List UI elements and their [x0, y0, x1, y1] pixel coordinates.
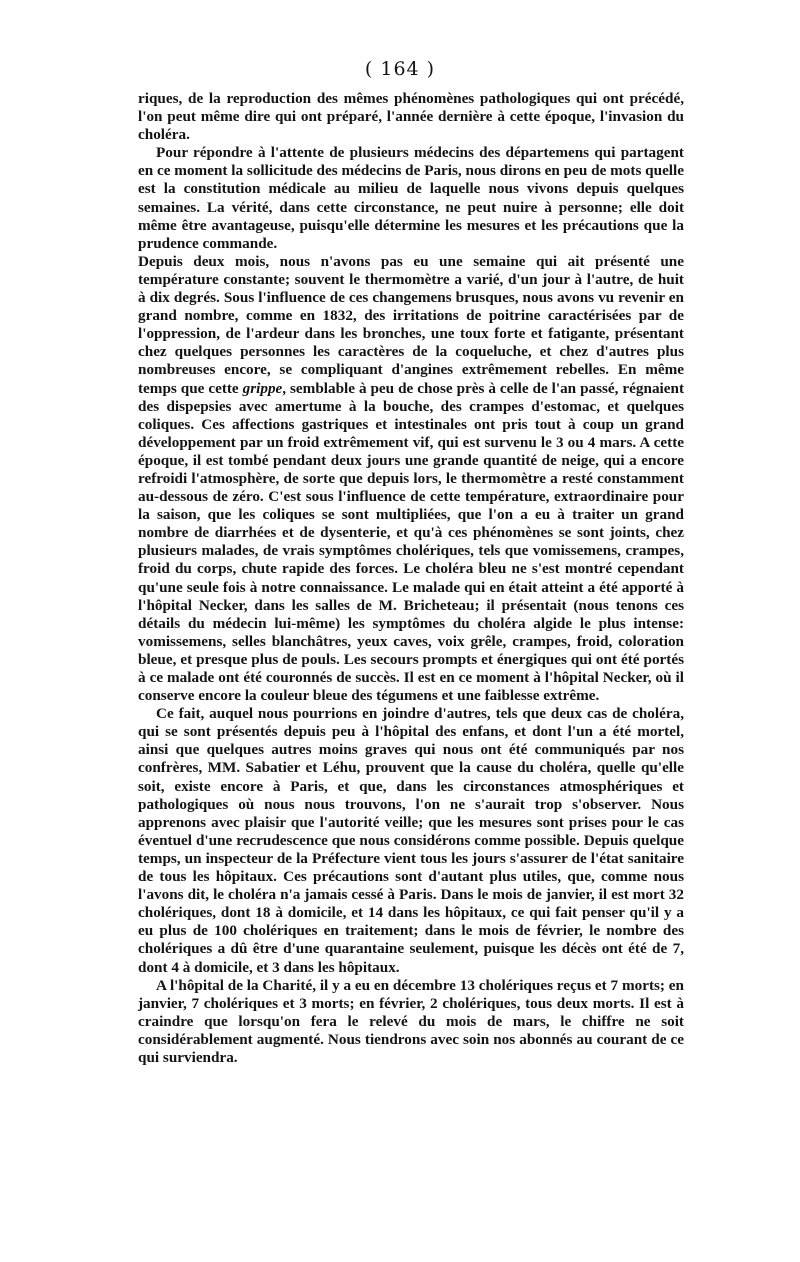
paragraph-4: Ce fait, auquel nous pourrions en joindre d'autres, tels que deux cas de choléra, qui se sont présentés depuis peu à l'hôpital des enfans, et dont l'un a été mortel, ainsi que quelques autres moins graves qui nous ont été communiqués par nos confrères, MM. Sabatier et Léhu, prouvent que la cause du choléra, quelle qu'elle soit, existe encore à Paris, et que, dans les circonstances atmosphériques et pathologiques où nous nous trouvons, l'on ne s'aurait trop s'observer. Nous apprenons avec plaisir que l'autorité veille; que les mesures sont prises pour le cas éventuel d'une recrudescence que nous considérons comme possible. Depuis quelque temps, un inspecteur de la Préfecture vient tous les jours s'assurer de l'état sanitaire de tous les hôpitaux. Ces précautions sont d'autant plus utiles, que, comme nous l'avons dit, le choléra n'a jamais cessé à Paris. Dans le mois de janvier, il est mort 32 cholériques, dont 18 à domicile, et 14 dans les hôpitaux, ce qui fait penser qu'il y a eu plus de 100 cholériques en traitement; dans le mois de février, le nombre des cholériques a dû être d'une quarantaine seulement, puisque les décès ont été de 7, dont 4 à domicile, et 3 dans les hôpitaux. — [138, 705, 684, 976]
paragraph-3 — [138, 253, 684, 705]
page-number: ( 164 ) — [364, 58, 436, 80]
body-text — [138, 90, 684, 1067]
paragraph-3-italic-word: grippe — [242, 379, 283, 397]
paragraph-3-text-end: , semblable à peu de chose près à celle de l'an passé, régnaient des dispepsies avec amertume à la bouche, des crampes d'estomac, et quelques coliques. Ces affections gastriques et intestinales ont pris tout à coup un grand développement par un froid extrêmement vif, qui est survenu le 3 ou 4 mars. A cette époque, il est tombé pendant deux jours une grande quantité de neige, qui a encore refroidi l'atmosphère, de sorte que depuis lors, le thermomètre a resté constamment au-dessous de zéro. C'est sous l'influence de cette température, extraordinaire pour la saison, que les coliques se sont multipliées, que l'on a eu à traiter un grand nombre de diarrhées et de dysenterie, et qu'à ces phénomènes se sont joints, chez plusieurs malades, de vrais symptômes cholériques, tels que vomissemens, crampes, froid du corps, chute rapide des forces. Le choléra bleu ne s'est montré cependant qu'une seule fois à notre connaissance. Le malade qui en était atteint a été apporté à l'hôpital Necker, dans les salles de M. Bricheteau; il présentait (nous tenons ces détails du médecin lui-même) les symptômes du choléra algide le plus intense: vomissemens, selles blanchâtres, yeux caves, voix grêle, crampes, froid, coloration bleue, et presque plus de pouls. Les secours prompts et énergiques qui ont été portés à ce malade ont été couronnés de succès. Il est en ce moment à l'hôpital Necker, où il conserve encore la couleur bleue des tégumens et une faiblesse extrême. — [138, 379, 684, 705]
paragraph-3-text-start: Depuis deux mois, nous n'avons pas eu une semaine qui ait présenté une température constante; souvent le thermomètre a varié, d'un jour à l'autre, de huit à dix degrés. Sous l'influence de ces changemens brusques, nous avons vu revenir en grand nombre, comme en 1832, des irritations de poitrine caractérisées par de l'oppression, de l'ardeur dans les bronches, une toux forte et fatigante, présentant chez quelques personnes les caractères de la coqueluche, et chez d'autres plus nombreuses encore, se compliquant d'angines extrêmement rebelles. En même temps que cette — [138, 252, 684, 397]
paragraph-5: A l'hôpital de la Charité, il y a eu en décembre 13 cholériques reçus et 7 morts; en janvier, 7 cholériques et 3 morts; en février, 2 cholériques, tous deux morts. Il est à craindre que lorsqu'on fera le relevé du mois de mars, le chiffre ne soit considérablement augmenté. Nous tiendrons avec soin nos abonnés au courant de ce qui surviendra. — [138, 976, 684, 1066]
paragraph-1: riques, de la reproduction des mêmes phénomènes pathologiques qui ont précédé, l'on peut même dire qui ont préparé, l'année dernière à cette époque, l'invasion du choléra. — [138, 90, 684, 144]
paragraph-2: Pour répondre à l'attente de plusieurs médecins des départemens qui partagent en ce moment la sollicitude des médecins de Paris, nous dirons en peu de mots quelle est la constitution médicale au milieu de laquelle nous vivons depuis quelques semaines. La vérité, dans cette circonstance, ne peut nuire à personne; elle doit même être avantageuse, puisqu'elle détermine les mesures et les précautions que la prudence commande. — [138, 144, 684, 252]
